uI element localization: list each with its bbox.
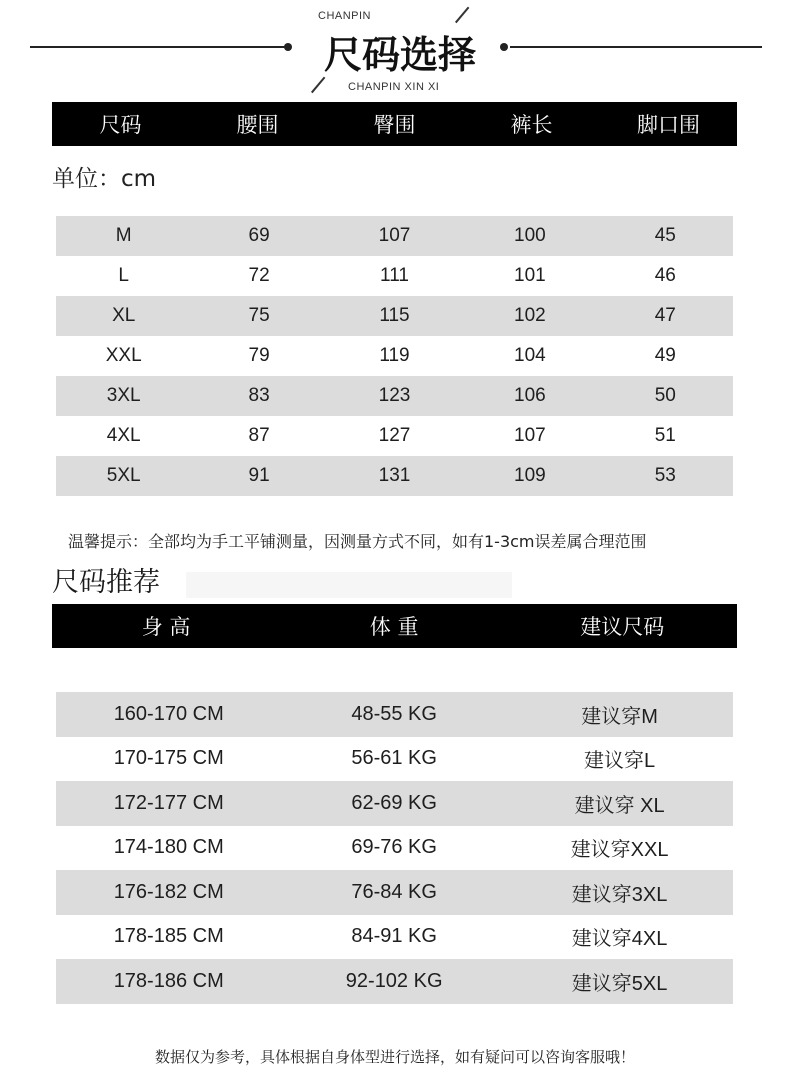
table-cell: M <box>115 225 132 246</box>
size-table-header <box>52 102 737 146</box>
table-row <box>56 376 733 416</box>
table-cell: 172-177 CM <box>113 791 224 814</box>
table-cell: 102 <box>514 305 546 326</box>
table-cell: 104 <box>514 345 546 366</box>
table-cell: 111 <box>380 265 409 286</box>
header-subtitle-top: CHANPIN <box>318 10 372 22</box>
table-cell: 建议穿XXL <box>570 839 669 862</box>
table-cell: 48-55 KG <box>351 702 437 725</box>
table-cell: 178-186 CM <box>113 969 224 992</box>
table-cell: 50 <box>654 385 676 406</box>
table-cell: 69-76 KG <box>351 836 437 859</box>
table-row <box>56 216 733 256</box>
measurement-tip: 温馨提示：全部均为手工平铺测量，因测量方式不同，如有1-3cm误差属合理范围 <box>68 532 647 551</box>
table-cell: 176-182 CM <box>113 880 224 903</box>
table-cell: 109 <box>514 465 546 486</box>
table-cell: 76-84 KG <box>351 880 437 903</box>
table-cell: 46 <box>654 265 676 286</box>
page-title: 尺码选择 <box>323 33 476 77</box>
footer-note: 数据仅为参考，具体根据自身体型进行选择，如有疑问可以咨询客服哦！ <box>154 1048 635 1066</box>
table-cell: 83 <box>248 385 270 406</box>
column-header: 腰围 <box>236 113 279 137</box>
recommend-table <box>52 692 737 1004</box>
table-row <box>56 781 733 826</box>
table-row <box>56 826 733 871</box>
table-cell: 45 <box>654 225 676 246</box>
header-dot-right <box>500 43 508 51</box>
table-cell: 47 <box>654 305 676 326</box>
table-cell: 92-102 KG <box>345 969 443 992</box>
header-slash-top <box>455 7 469 23</box>
table-cell: 106 <box>514 385 546 406</box>
table-cell: 72 <box>248 265 270 286</box>
table-row <box>56 915 733 960</box>
table-cell: L <box>118 265 129 286</box>
size-table <box>52 216 737 496</box>
column-header: 脚口围 <box>637 113 700 137</box>
table-cell: 87 <box>248 425 270 446</box>
table-cell: 建议穿4XL <box>571 928 668 951</box>
table-cell: XXL <box>105 345 142 366</box>
table-cell: 62-69 KG <box>351 791 437 814</box>
table-cell: 178-185 CM <box>113 925 224 948</box>
table-cell: 3XL <box>106 385 141 406</box>
table-cell: 127 <box>378 425 411 446</box>
table-row <box>56 737 733 782</box>
table-row <box>56 959 733 1004</box>
table-cell: 建议穿M <box>581 705 658 728</box>
table-cell: 4XL <box>106 425 141 446</box>
table-cell: 建议穿 XL <box>574 794 665 817</box>
column-header: 臀围 <box>373 113 416 137</box>
table-row <box>56 296 733 336</box>
unit-label: 单位：cm <box>52 166 157 192</box>
table-row <box>56 336 733 376</box>
table-row <box>56 870 733 915</box>
table-cell: 115 <box>379 305 410 326</box>
header-slash-bottom <box>311 77 325 93</box>
table-cell: 100 <box>514 225 546 246</box>
recommend-table-header <box>52 604 737 648</box>
table-cell: 56-61 KG <box>351 747 437 770</box>
table-cell: 123 <box>378 385 411 406</box>
table-cell: 119 <box>379 345 410 366</box>
table-row <box>56 416 733 456</box>
header-dot-left <box>284 43 292 51</box>
table-cell: 170-175 CM <box>113 747 224 770</box>
column-header: 体 重 <box>369 615 419 639</box>
table-cell: 160-170 CM <box>113 702 224 725</box>
table-cell: 107 <box>378 225 411 246</box>
column-header: 尺码 <box>99 113 142 137</box>
table-cell: 51 <box>654 425 676 446</box>
column-header: 建议尺码 <box>580 615 665 639</box>
table-cell: 101 <box>514 265 546 286</box>
header-subtitle-bottom: CHANPIN XIN XI <box>348 81 440 93</box>
table-cell: XL <box>112 305 136 326</box>
table-cell: 5XL <box>106 465 141 486</box>
table-cell: 131 <box>378 465 411 486</box>
table-cell: 79 <box>248 345 270 366</box>
table-cell: 107 <box>514 425 546 446</box>
column-header: 裤长 <box>510 113 553 137</box>
header-divider-left <box>30 46 285 48</box>
header-divider-right <box>510 46 762 48</box>
table-cell: 建议穿5XL <box>571 972 668 995</box>
section-title-shade <box>186 572 512 598</box>
table-cell: 75 <box>248 305 270 326</box>
column-header: 身 高 <box>141 615 191 639</box>
table-row <box>56 456 733 496</box>
table-row <box>56 692 733 737</box>
table-cell: 174-180 CM <box>113 836 224 859</box>
table-cell: 49 <box>654 345 676 366</box>
table-cell: 69 <box>248 225 270 246</box>
table-cell: 建议穿L <box>584 750 656 773</box>
recommend-title: 尺码推荐 <box>52 567 160 598</box>
table-cell: 84-91 KG <box>351 925 437 948</box>
table-cell: 建议穿3XL <box>571 883 668 906</box>
table-cell: 53 <box>654 465 676 486</box>
table-row <box>56 256 733 296</box>
table-cell: 91 <box>248 465 270 486</box>
